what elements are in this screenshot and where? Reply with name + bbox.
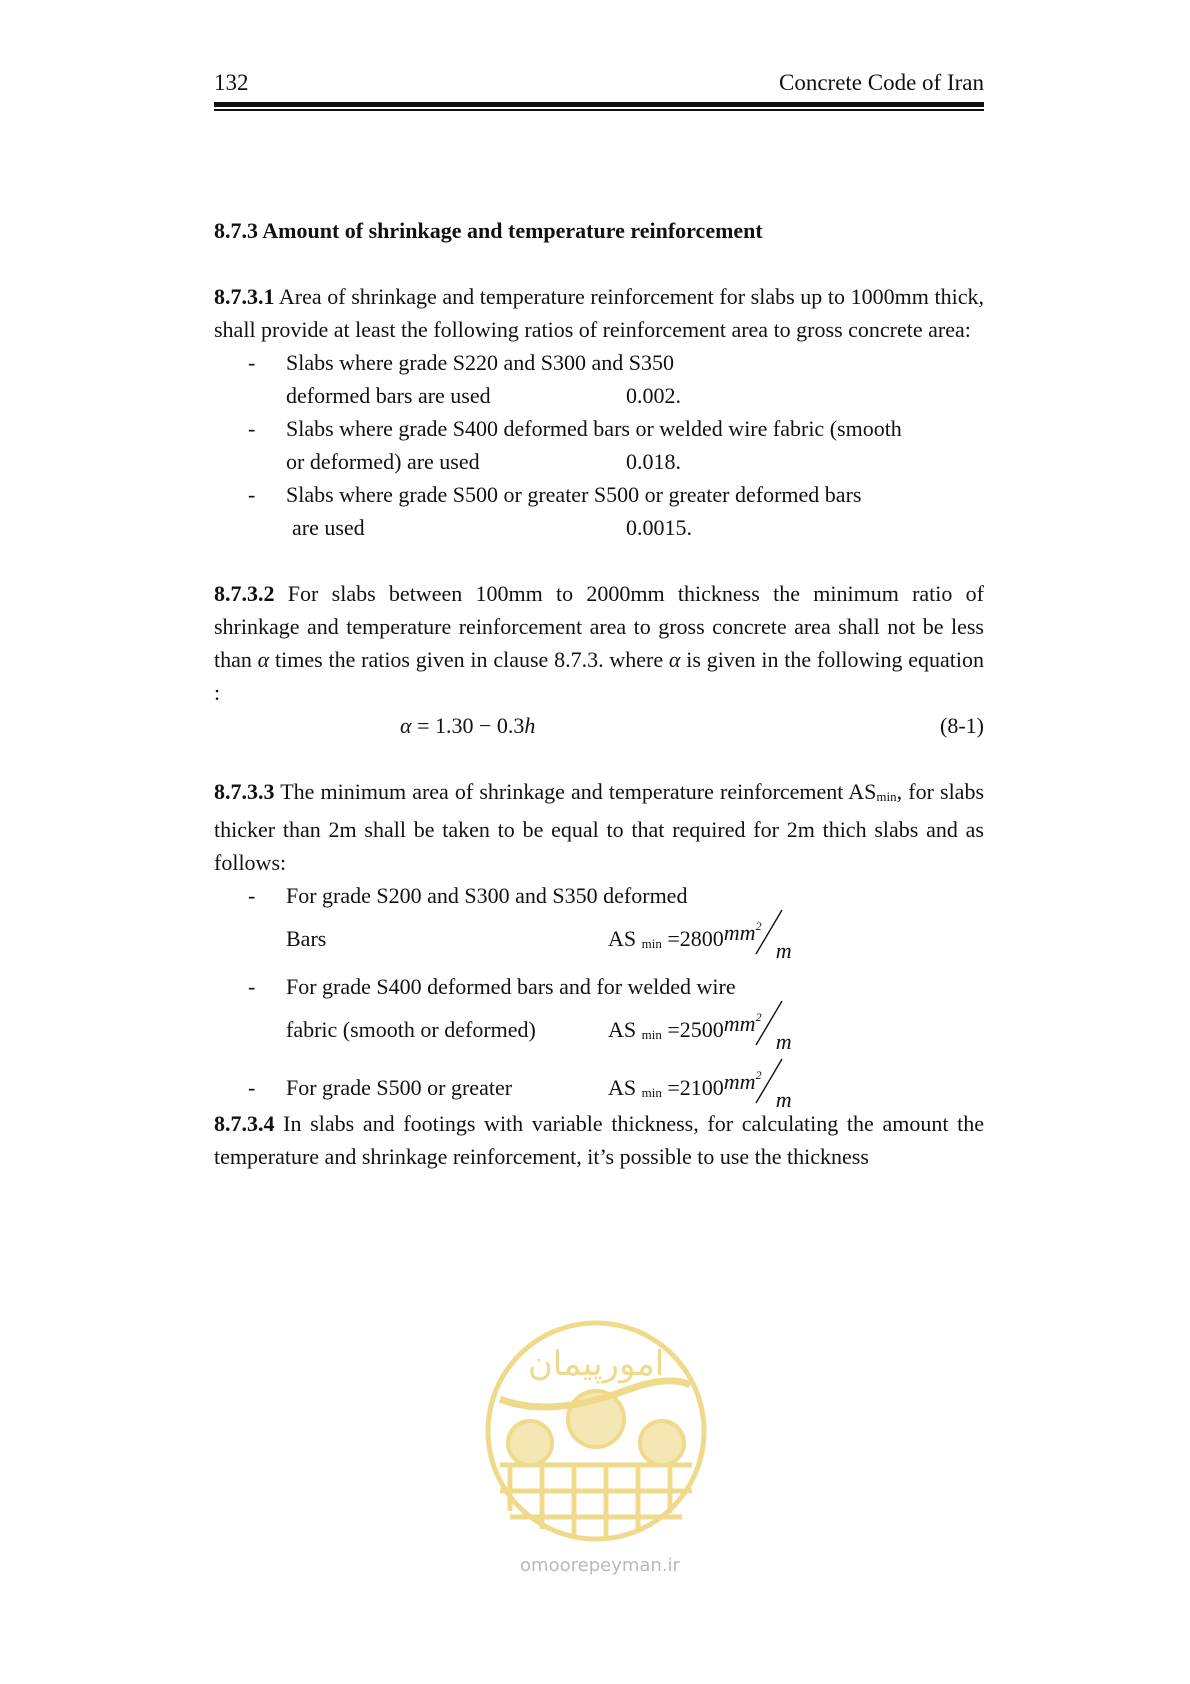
as-symbol: AS	[608, 1075, 637, 1100]
list-dash: -	[248, 350, 256, 375]
list-item-line: Bars	[286, 926, 327, 951]
list-item	[214, 1061, 984, 1112]
list-item-line: Slabs where grade S220 and S300 and S350	[286, 350, 675, 375]
as-min-formula	[608, 1010, 794, 1054]
alpha-symbol: α	[668, 647, 681, 672]
clause-text: For slabs between 100mm to 2000mm thickness the minimum ratio of shrinkage and temperature reinforcement area to gross concrete area shall not be less than	[214, 581, 985, 672]
clause-number: 8.7.3.2	[214, 581, 275, 606]
clause-number: 8.7.3.1	[214, 284, 275, 309]
clause-text: The minimum area of shrinkage and temperature reinforcement AS	[280, 779, 877, 804]
clause-number: 8.7.3.3	[214, 779, 275, 804]
ratio-value: 0.0015.	[626, 515, 692, 540]
unit-fraction	[723, 919, 794, 963]
list-item-row	[286, 379, 984, 412]
clause-8-7-3-1	[214, 280, 984, 346]
subscript: min	[641, 1085, 662, 1100]
list-item-line: For grade S500 or greater	[286, 1075, 513, 1100]
clause-8-7-3-3	[214, 775, 984, 879]
list-item-line: deformed bars are used	[286, 383, 491, 408]
list-item-line: Slabs where grade S400 deformed bars or welded wire fabric (smooth	[286, 416, 902, 441]
list-item-row	[286, 445, 984, 478]
list-item-line: fabric (smooth or deformed)	[286, 1017, 536, 1042]
as-symbol: AS	[608, 1017, 637, 1042]
as-min-value: =2800	[667, 926, 724, 951]
unit-mm: mm	[723, 1011, 756, 1036]
clause-text: , for slabs thicker than 2m shall be taken to be equal to that required for 2m thich slabs and as follows:	[214, 779, 985, 875]
equation-variable: h	[524, 713, 536, 738]
subscript: min	[641, 936, 662, 951]
running-title: Concrete Code of Iran	[778, 70, 984, 95]
unit-exponent: 2	[755, 1010, 762, 1024]
as-min-list	[214, 879, 984, 1112]
as-min-formula	[608, 1068, 794, 1112]
equation-expression	[400, 709, 535, 742]
as-min-row	[286, 1003, 984, 1061]
equation-number: (8-1)	[940, 713, 984, 738]
header-rule-thin	[214, 109, 984, 111]
unit-fraction	[723, 1010, 794, 1054]
unit-denominator: m	[775, 1087, 792, 1112]
unit-denominator: m	[775, 938, 792, 963]
section-heading: 8.7.3 Amount of shrinkage and temperature reinforcement	[214, 218, 763, 243]
list-item-line: For grade S400 deformed bars and for welded wire	[286, 974, 736, 999]
spacer	[214, 544, 984, 577]
header-rule-thick	[214, 102, 984, 107]
list-item-row	[286, 511, 984, 544]
list-item	[214, 970, 984, 1061]
seal-lettering: امورپیمان	[527, 1344, 665, 1384]
as-min-formula	[608, 919, 794, 963]
unit-mm: mm	[723, 1069, 756, 1094]
list-dash: -	[248, 1075, 256, 1100]
list-item	[214, 346, 984, 412]
list-item-line: For grade S200 and S300 and S350 deformed	[286, 883, 688, 908]
clause-text: is given in the following equation :	[214, 647, 984, 705]
ratio-list	[214, 346, 984, 544]
list-item	[214, 412, 984, 478]
unit-mm: mm	[723, 920, 756, 945]
as-min-value: =2500	[667, 1017, 724, 1042]
as-min-row	[286, 1061, 984, 1112]
list-item	[214, 879, 984, 970]
clause-8-7-3-2	[214, 577, 984, 709]
subscript: min	[876, 789, 897, 804]
page-content	[214, 214, 984, 1173]
list-item-line: Slabs where grade S500 or greater S500 or greater deformed bars	[286, 482, 862, 507]
unit-exponent: 2	[755, 919, 762, 933]
spacer	[214, 742, 984, 775]
clause-number: 8.7.3.4	[214, 1111, 275, 1136]
equation-rhs: 1.30 − 0.3	[434, 713, 525, 738]
list-dash: -	[248, 416, 256, 441]
list-dash: -	[248, 883, 256, 908]
unit-exponent: 2	[755, 1068, 762, 1082]
equation-8-1	[214, 709, 984, 742]
equation-op: =	[411, 713, 435, 738]
clause-text: times the ratios given in clause 8.7.3. where	[275, 647, 664, 672]
page-number: 132	[214, 70, 249, 95]
as-min-row	[286, 912, 984, 970]
ratio-value: 0.002.	[626, 383, 681, 408]
clause-text: Area of shrinkage and temperature reinforcement for slabs up to 1000mm thick, shall provide at least the following ratios of reinforcement area to gross concrete area:	[214, 284, 984, 342]
list-item	[214, 478, 984, 544]
ratio-value: 0.018.	[626, 449, 681, 474]
watermark-site: omoorepeyman.ir	[520, 1555, 680, 1576]
unit-denominator: m	[775, 1029, 792, 1054]
alpha-symbol: α	[257, 647, 270, 672]
list-item-line: are used	[292, 515, 365, 540]
list-dash: -	[248, 974, 256, 999]
as-min-value: =2100	[667, 1075, 724, 1100]
clause-8-7-3-4	[214, 1107, 984, 1173]
clause-text: In slabs and footings with variable thickness, for calculating the amount the temperature and shrinkage reinforcement, it’s possible to use the thickness	[214, 1111, 984, 1169]
equation-lhs: α	[400, 713, 412, 738]
list-item-line: or deformed) are used	[286, 449, 480, 474]
unit-fraction	[723, 1068, 794, 1112]
as-symbol: AS	[608, 926, 637, 951]
watermark-seal-icon	[480, 1315, 712, 1547]
subscript: min	[641, 1027, 662, 1042]
list-dash: -	[248, 482, 256, 507]
